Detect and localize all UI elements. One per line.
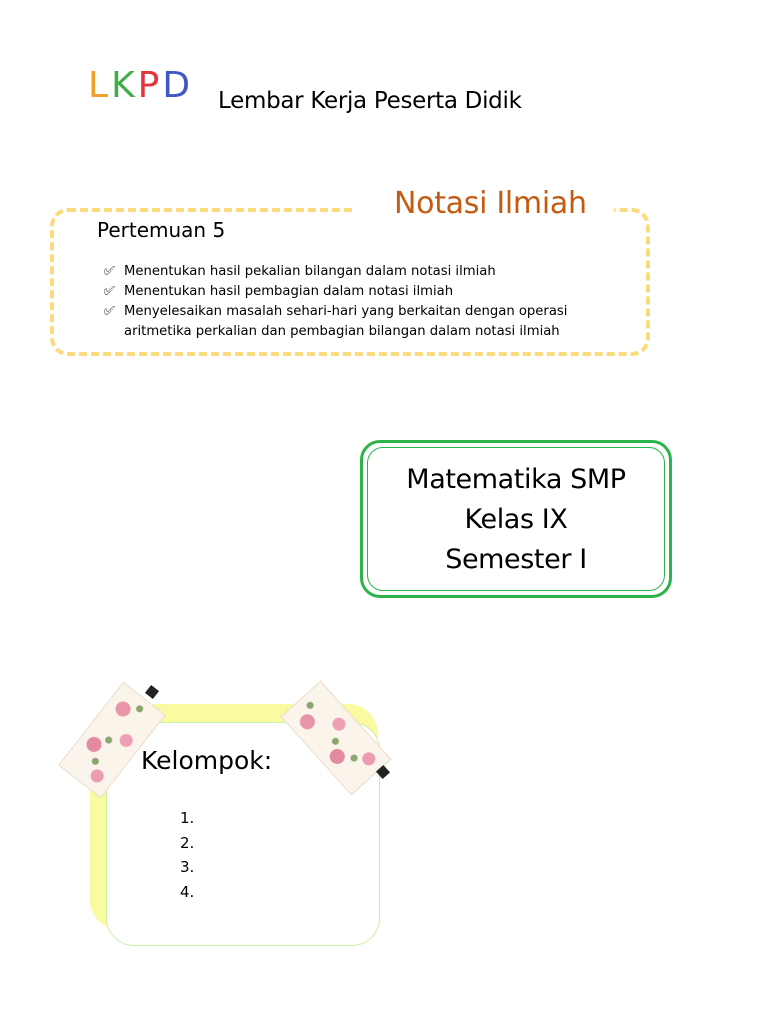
logo-letter-k: K [111,65,138,106]
class-level: Kelas IX [464,504,568,535]
list-item: 1. [180,809,195,827]
list-item: 2. [180,833,195,852]
objective-item [104,262,624,282]
meeting-label: Pertemuan 5 [97,218,226,242]
subject-info [360,460,672,580]
checkmark-icon: ✅︎ [104,264,115,279]
logo-letter-p: P [137,65,163,106]
semester: Semester I [445,544,587,575]
logo-letter-d: D [162,65,194,106]
objective-text: Menentukan hasil pembagian dalam notasi ilmiah [124,284,454,299]
subject-name: Matematika SMP [406,464,626,495]
tape-corner-left [145,685,159,699]
group-member-list [180,806,194,904]
objectives-list [104,262,624,342]
objective-text: Menentukan hasil pekalian bilangan dalam notasi ilmiah [124,264,496,279]
checkmark-icon: ✅︎ [104,284,115,299]
objective-item [104,302,624,342]
topic-title: Notasi Ilmiah [394,186,587,221]
list-item: 4. [180,882,195,901]
objective-text: Menyelesaikan masalah sehari-hari yang berkaitan dengan operasi aritmetika perkalian dan pembagian bilangan dalam notasi ilmiah [124,304,568,339]
list-item: 3. [180,858,195,876]
lkpd-logo [88,65,194,106]
objective-item [104,282,624,302]
checkmark-icon: ✅︎ [104,304,115,319]
logo-letter-l: L [88,65,112,106]
document-title: Lembar Kerja Peserta Didik [218,88,522,114]
group-label: Kelompok: [141,746,273,775]
